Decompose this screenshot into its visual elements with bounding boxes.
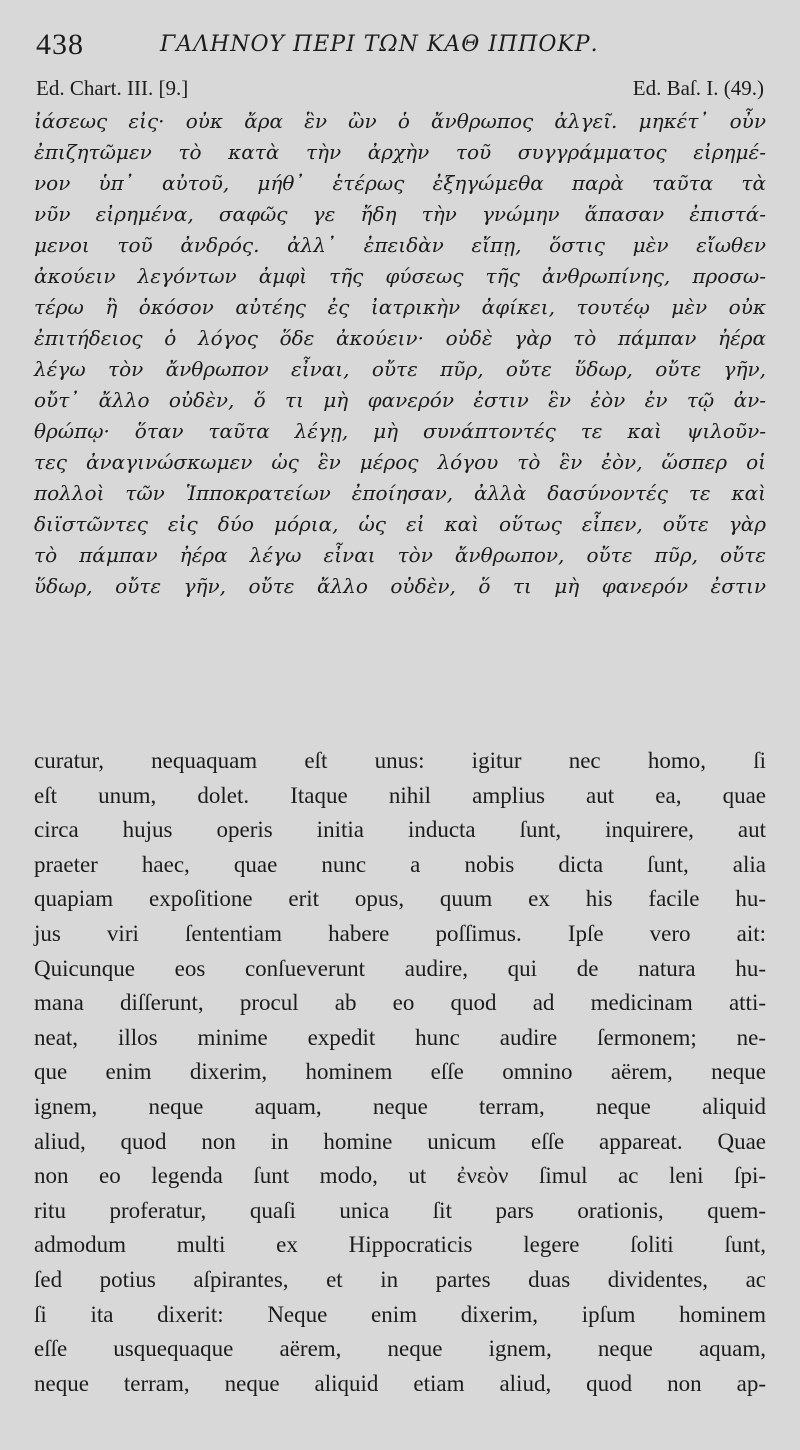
running-title: ΓΑΛΗΝΟΥ ΠΕΡΙ ΤΩΝ ΚΑΘ ΙΠΠΟΚΡ. [160,32,599,57]
latin-line: admodum multi ex Hippocraticis legere ſoliti ſunt, [34,1232,766,1258]
greek-line: ἀκούειν λεγόντων ἀμφὶ τῆς φύσεως τῆς ἀνθρωπίνης, προσω- [34,264,766,288]
greek-line: λέγω τὸν ἄνθρωπον εἶναι, οὔτε πῦρ, οὔτε ὕδωρ, οὔτε γῆν, [34,357,766,381]
greek-line: νον ὑπ᾽ αὐτοῦ, μήθ᾽ ἑτέρως ἐξηγώμεθα παρὰ ταῦτα τὰ [34,171,766,195]
greek-line: ἰάσεως εἰς· οὐκ ἄρα ἓν ὢν ὁ ἄνθρωπος ἀλγεῖ. μηκέτ᾽ οὖν [34,109,766,133]
latin-line: circa hujus operis initia inducta ſunt, inquirere, aut [34,817,766,843]
latin-text-block [34,744,766,1401]
page-number: 438 [36,28,84,61]
greek-line: ἐπιζητῶμεν τὸ κατὰ τὴν ἀρχὴν τοῦ συγγράμματος εἰρημέ- [34,140,766,164]
edition-reference-chartier: Ed. Chart. III. [9.] [36,76,189,100]
latin-line: aliud, quod non in homine unicum eſſe appareat. Quae [34,1128,766,1154]
latin-line: non eo legenda ſunt modo, ut ἐνεὸν ſimul ac leni ſpi- [34,1163,766,1189]
greek-line: θρώπῳ· ὅταν ταῦτα λέγῃ, μὴ συνάπτοντές τε καὶ ψιλοῦν- [34,419,766,443]
greek-line: πολλοὶ τῶν Ἱπποκρατείων ἐποίησαν, ἀλλὰ δασύνοντές τε καὶ [34,481,766,505]
latin-line: Quicunque eos conſueverunt audire, qui de natura hu- [34,955,766,981]
latin-line: neque terram, neque aliquid etiam aliud, quod non ap- [34,1370,766,1396]
latin-line: curatur, nequaquam eſt unus: igitur nec homo, ſi [34,748,766,773]
latin-line: ignem, neque aquam, neque terram, neque aliquid [34,1093,766,1119]
edition-reference-basel: Ed. Baſ. I. (49.) [632,76,764,100]
latin-line: ſi ita dixerit: Neque enim dixerim, ipſum hominem [34,1301,766,1327]
greek-line: ὕδωρ, οὔτε γῆν, οὔτε ἄλλο οὐδὲν, ὅ τι μὴ φανερόν ἐστιν [34,574,766,598]
greek-line: τες ἀναγινώσκωμεν ὡς ἓν μέρος λόγου τὸ ἓν ἐὸν, ὥσπερ οἱ [34,450,766,474]
latin-line: quapiam expoſitione erit opus, quum ex his facile hu- [34,886,766,912]
latin-line: ſed potius aſpirantes, et in partes duas dividentes, ac [34,1266,766,1292]
latin-line: ritu proferatur, quaſi unica ſit pars orationis, quem- [34,1197,766,1223]
greek-line: οὔτ᾽ ἄλλο οὐδὲν, ὅ τι μὴ φανερόν ἐστιν ἓν ἐὸν ἐν τῷ ἀν- [34,388,766,412]
greek-line: διϊστῶντες εἰς δύο μόρια, ὡς εἰ καὶ οὕτως εἶπεν, οὔτε γὰρ [34,512,766,536]
greek-line: ἐπιτήδειος ὁ λόγος ὅδε ἀκούειν· οὐδὲ γὰρ τὸ πάμπαν ἠέρα [34,326,766,350]
greek-line: νῦν εἰρημένα, σαφῶς γε ἤδη τὴν γνώμην ἅπασαν ἐπιστά- [34,202,766,226]
latin-line: que enim dixerim, hominem eſſe omnino aërem, neque [34,1059,766,1085]
greek-line: τέρω ἢ ὁκόσον αὐτέης ἐς ἰατρικὴν ἀφίκει, τουτέῳ μὲν οὐκ [34,295,766,319]
latin-line: praeter haec, quae nunc a nobis dicta ſunt, alia [34,851,766,877]
latin-line: mana diſſerunt, procul ab eo quod ad medicinam atti- [34,990,766,1016]
latin-line: neat, illos minime expedit hunc audire ſermonem; ne- [34,1024,766,1050]
latin-line: eſt unum, dolet. Itaque nihil amplius aut ea, quae [34,782,766,808]
latin-line: eſſe usquequaque aërem, neque ignem, neque aquam, [34,1336,766,1362]
page-header [36,28,776,68]
greek-line: τὸ πάμπαν ἠέρα λέγω εἶναι τὸν ἄνθρωπον, οὔτε πῦρ, οὔτε [34,543,766,567]
latin-line: jus viri ſententiam habere poſſimus. Ipſe vero ait: [34,920,766,946]
greek-line: μενοι τοῦ ἀνδρός. ἀλλ᾽ ἐπειδὰν εἴπῃ, ὅστις μὲν εἴωθεν [34,233,766,257]
edition-references [36,76,764,102]
greek-text-block [34,106,766,602]
